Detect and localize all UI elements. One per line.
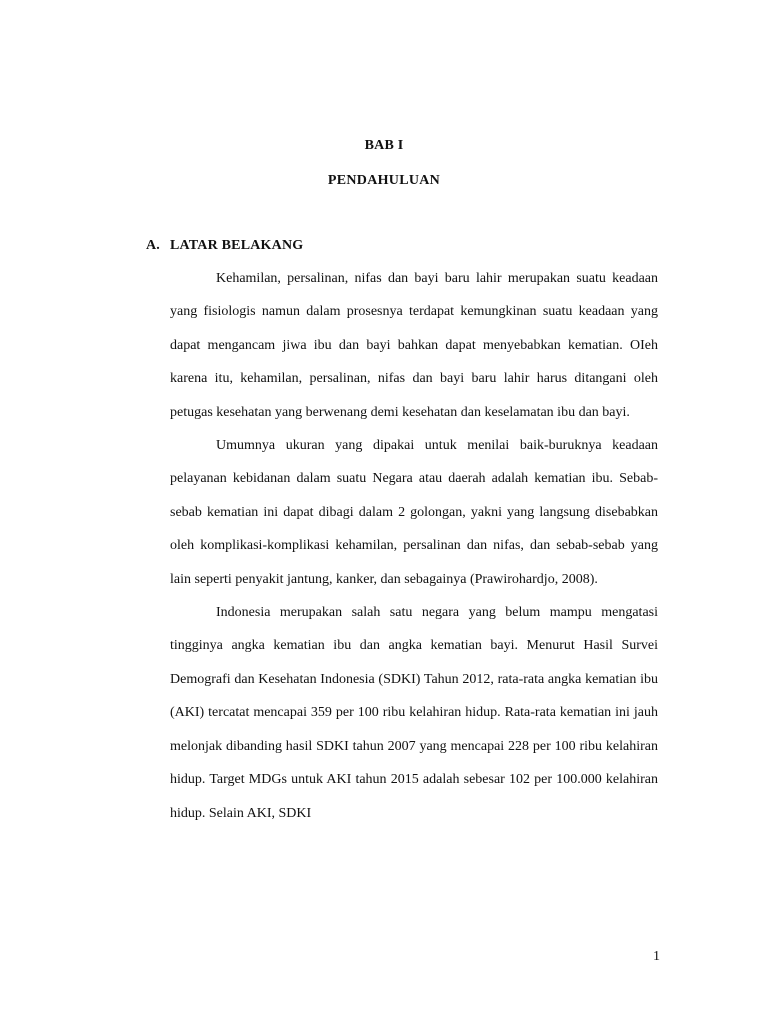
paragraph: Umumnya ukuran yang dipakai untuk menilai baik-buruknya keadaan pelayanan kebidanan dalam suatu Negara atau daerah adalah kematian ibu. Sebab-sebab kematian ini dapat dibagi dalam 2 golongan, yakni yang langsung disebabkan oleh komplikasi-komplikasi kehamilan, persalinan dan nifas, dan sebab-sebab yang lain seperti penyakit jantung, kanker, dan sebagainya (Prawirohardjo, 2008). (170, 438, 658, 587)
chapter-number: BAB I (364, 138, 404, 153)
paragraph: Indonesia merupakan salah satu negara yang belum mampu mengatasi tingginya angka kematian ibu dan angka kematian bayi. Menurut Hasil Survei Demografi dan Kesehatan Indonesia (SDKI) Tahun 2012, rata-rata angka kematian ibu (AKI) tercatat mencapai 359 per 100 ribu kelahiran hidup. Rata-rata kematian ini jauh melonjak dibanding hasil SDKI tahun 2007 yang mencapai 228 per 100 ribu kelahiran hidup. Target MDGs untuk AKI tahun 2015 adalah sebesar 102 per 100.000 kelahiran hidup. Selain AKI, SDKI (170, 605, 658, 821)
section-letter: A. (146, 238, 161, 253)
body-text (170, 262, 658, 830)
paragraph: Kehamilan, persalinan, nifas dan bayi baru lahir merupakan suatu keadaan yang fisiologis namun dalam prosesnya terdapat kemungkinan suatu keadaan yang dapat mengancam jiwa ibu dan bayi bahkan dapat menyebabkan kematian. OIeh karena itu, kehamilan, persalinan, nifas dan bayi baru lahir harus ditangani oleh petugas kesehatan yang berwenang demi kesehatan dan keselamatan ibu dan bayi. (170, 271, 658, 420)
section-title: LATAR BELAKANG (170, 238, 304, 253)
chapter-title: PENDAHULUAN (327, 173, 441, 188)
page-number: 1 (653, 949, 660, 964)
section-heading (146, 238, 303, 254)
